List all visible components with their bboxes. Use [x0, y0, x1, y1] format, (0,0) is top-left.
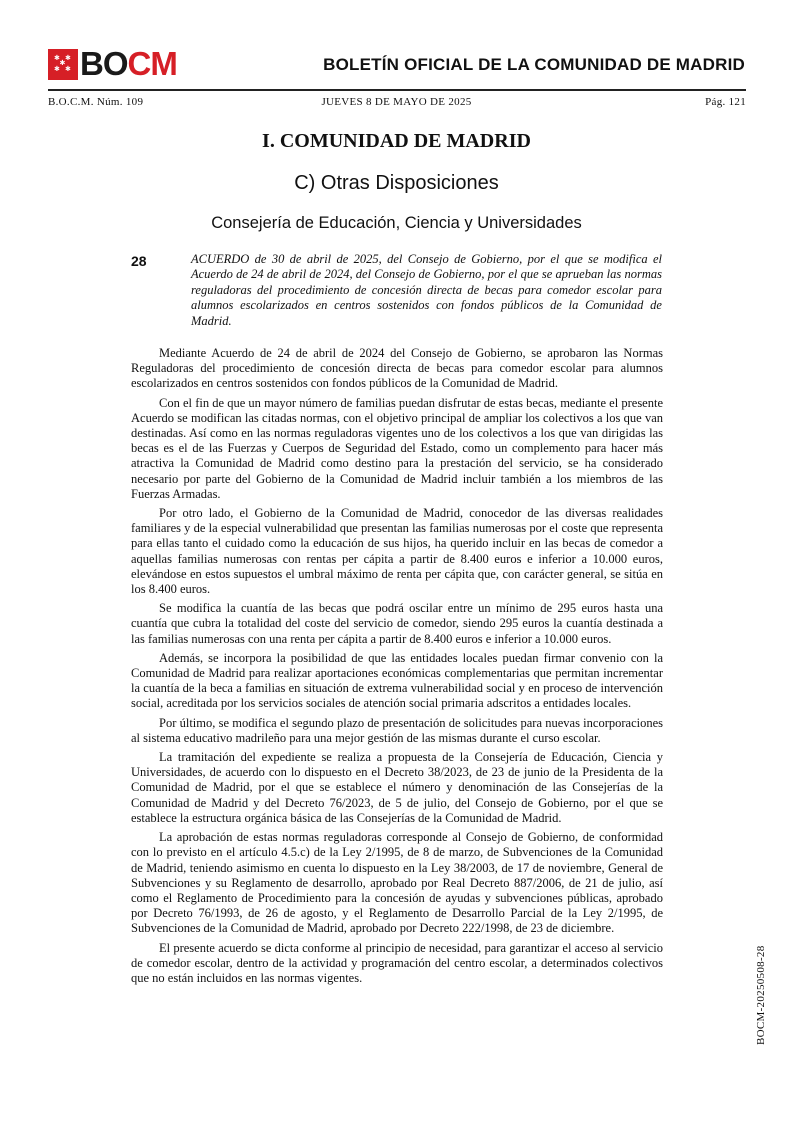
ministry-heading: Consejería de Educación, Ciencia y Universidades: [211, 214, 582, 232]
issue-number: B.O.C.M. Núm. 109: [48, 96, 144, 108]
body-paragraph: La tramitación del expediente se realiza a propuesta de la Consejería de Educación, Ciencia y Universidades, de acuerdo con lo dispuesto en el Decreto 38/2023, de 23 de junio de la Presidenta de la Comunidad de Madrid, por el que se establece el número y denominación de las Consejerías de la Comunidad de Madrid y del Decreto 76/2023, de 5 de julio, del Consejo de Gobierno, por el que se establece la estructura orgánica básica de las Consejerías de la Comunidad de Madrid.: [131, 750, 663, 825]
body-paragraph: Se modifica la cuantía de las becas que podrá oscilar entre un mínimo de 295 euros hasta una cuantía que cubra la totalidad del coste del servicio de comedor, siendo 295 euros la cuantía destinada a las familias numerosas con una renta per cápita a partir de 8.400 euros e inferior a 10.000 euros.: [131, 601, 663, 646]
body-paragraph: La aprobación de estas normas reguladoras corresponde al Consejo de Gobierno, de conformidad con lo previsto en el artículo 4.5.c) de la Ley 2/1995, de 8 de marzo, de Subvenciones de la Comunidad de Madrid, teniendo asimismo en cuenta lo dispuesto en la Ley 38/2003, de 17 de noviembre, General de Subvenciones y su Reglamento de desarrollo, aprobado por Real Decreto 887/2006, de 21 de julio, así como el Reglamento de Procedimiento para la concesión de ayudas y subvenciones públicas, aprobado por Decreto 76/1993, de 26 de agosto, y el Reglamento de Desarrollo Parcial de la Ley 2/1995, de Subvenciones de la Comunidad de Madrid, aprobado por Decreto 222/1998, de 23 de diciembre.: [131, 830, 663, 936]
body-paragraph: Por otro lado, el Gobierno de la Comunidad de Madrid, conocedor de las diversas realidades familiares y de la especial vulnerabilidad que presentan las familias numerosas por el coste que representa para ellas tanto el cuidado como la educación de sus hijos, ha querido incluir en las becas de comedor a aquellas familias numerosas con rentas per cápita a partir de 8.400 euros e inferior a 10.000 euros, elevándose en estos supuestos el umbral máximo de renta per cápita que, con carácter general, se sitúa en los 8.400 euros.: [131, 506, 663, 597]
provision-number: 28: [131, 253, 147, 269]
document-code: BOCM-20250508-28: [755, 945, 767, 1045]
subsection-heading: C) Otras Disposiciones: [294, 172, 499, 194]
provision-summary: ACUERDO de 30 de abril de 2025, del Consejo de Gobierno, por el que se modifica el Acuerdo de 24 de abril de 2024, del Consejo de Gobierno, por el que se aprueban las normas reguladoras del procedimiento de concesión directa de becas para comedor escolar para alumnos escolarizados en centros sostenidos con fondos públicos de la Comunidad de Madrid.: [191, 252, 662, 328]
madrid-flag-icon: ✱ ✱ ✱ ✱ ✱: [48, 49, 78, 80]
body-paragraph: El presente acuerdo se dicta conforme al principio de necesidad, para garantizar el acceso al servicio de comedor escolar, dentro de la actividad y programación del centro escolar, a determinados colectivos que no están incluidos en las normas vigentes.: [131, 940, 663, 985]
page-number: Pág. 121: [705, 96, 746, 108]
body-paragraph: Con el fin de que un mayor número de familias puedan disfrutar de estas becas, mediante el presente Acuerdo se modifican las citadas normas, con el objetivo principal de ampliar los colectivos a los que van destinadas. Así como en las normas reguladoras vigentes uno de los colectivos a los que van dirigidas las becas es el de las Fuerzas y Cuerpos de Seguridad del Estado, como un complemento para hacer más atractiva la Comunidad de Madrid como destino para la prestación del servicio, se ha considerado necesario por parte del Gobierno de la Comunidad de Madrid incluir también a los miembros de las Fuerzas Armadas.: [131, 395, 663, 501]
issue-date: JUEVES 8 DE MAYO DE 2025: [321, 96, 472, 108]
body-paragraph: Por último, se modifica el segundo plazo de presentación de solicitudes para nuevas incorporaciones al sistema educativo madrileño para una mejor gestión de las mismas durante el curso escolar.: [131, 715, 663, 745]
header-divider: [48, 89, 746, 91]
bocm-logo: [48, 47, 177, 81]
logo-text: BOCM: [80, 45, 177, 82]
body-paragraph: Además, se incorpora la posibilidad de que las entidades locales puedan firmar convenio con la Comunidad de Madrid para realizar aportaciones económicas complementarias que permitan incrementar la cuantía de la beca a familias en situación de extrema vulnerabilidad social y en proceso de intervención social, acreditada por los servicios sociales de atención social primaria adscritos a entidades locales.: [131, 650, 663, 711]
document-body: [131, 346, 663, 990]
section-heading: I. COMUNIDAD DE MADRID: [262, 130, 531, 152]
bulletin-title: BOLETÍN OFICIAL DE LA COMUNIDAD DE MADRID: [323, 55, 745, 74]
body-paragraph: Mediante Acuerdo de 24 de abril de 2024 del Consejo de Gobierno, se aprobaron las Normas Reguladoras del procedimiento de concesión directa de becas para comedor escolar para alumnos escolarizados en centros sostenidos con fondos públicos de la Comunidad de Madrid.: [131, 346, 663, 391]
